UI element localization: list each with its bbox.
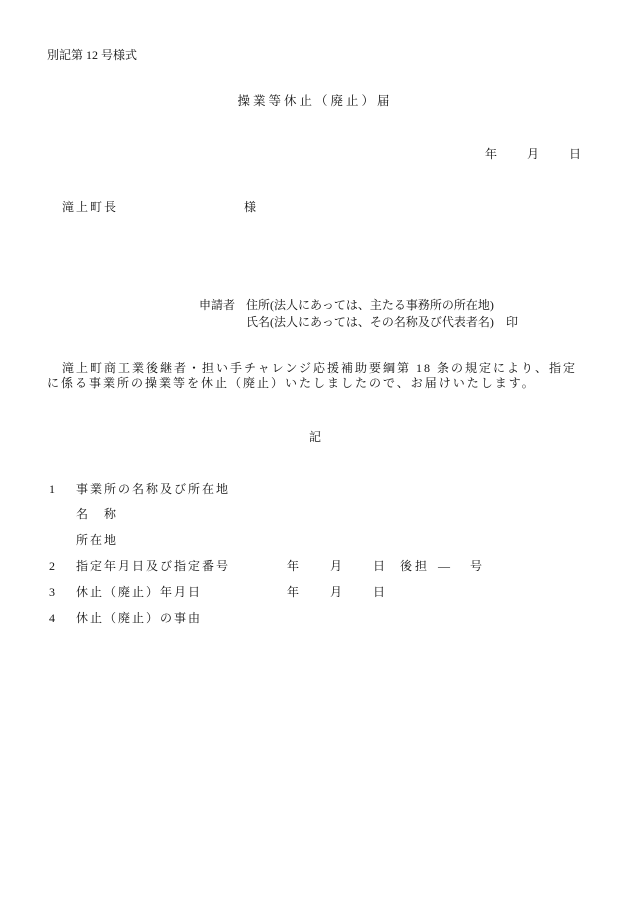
item-date-year: 年 (287, 585, 300, 599)
item-sublabel-location: 所在地 (76, 533, 119, 547)
item-number: 1 (49, 482, 55, 496)
item-sublabel-name: 名 称 (76, 507, 119, 521)
item-date-month: 月 (330, 585, 343, 599)
item-label: 休止（廃止）年月日 (76, 585, 203, 599)
item-label: 休止（廃止）の事由 (76, 611, 203, 625)
document-title: 操業等休止（廃止）届 (237, 94, 393, 108)
item-date-month: 月 (330, 559, 343, 573)
record-heading: 記 (309, 430, 322, 444)
applicant-name: 氏名(法人にあっては、その名称及び代表者名) (246, 315, 494, 329)
form-label: 別記第 12 号様式 (47, 48, 138, 62)
item-number: 2 (49, 559, 55, 573)
applicant-label: 申請者 (199, 298, 236, 312)
item-date-day: 日 (373, 585, 386, 599)
date-year-label: 年 (485, 147, 498, 161)
date-month-label: 月 (527, 147, 540, 161)
date-day-label: 日 (569, 147, 582, 161)
item-number: 3 (49, 585, 55, 599)
item-number: 4 (49, 611, 55, 625)
item-label: 指定年月日及び指定番号 (76, 559, 231, 573)
applicant-seal: 印 (506, 315, 519, 329)
addressee-honorific: 様 (244, 200, 257, 214)
designation-prefix: 後担 (400, 559, 431, 573)
item-date-year: 年 (287, 559, 300, 573)
body-line: 滝上町商工業後継者・担い手チャレンジ応援補助要綱第 18 条の規定により、指定 (62, 361, 578, 375)
addressee-name: 滝上町長 (62, 200, 119, 214)
designation-suffix: 号 (470, 559, 483, 573)
item-label: 事業所の名称及び所在地 (76, 482, 231, 496)
designation-dash: — (438, 559, 450, 573)
applicant-address: 住所(法人にあっては、主たる事務所の所在地) (246, 298, 494, 312)
item-date-day: 日 (373, 559, 386, 573)
body-line: に係る事業所の操業等を休止（廃止）いたしましたので、お届けいたします。 (47, 376, 536, 390)
